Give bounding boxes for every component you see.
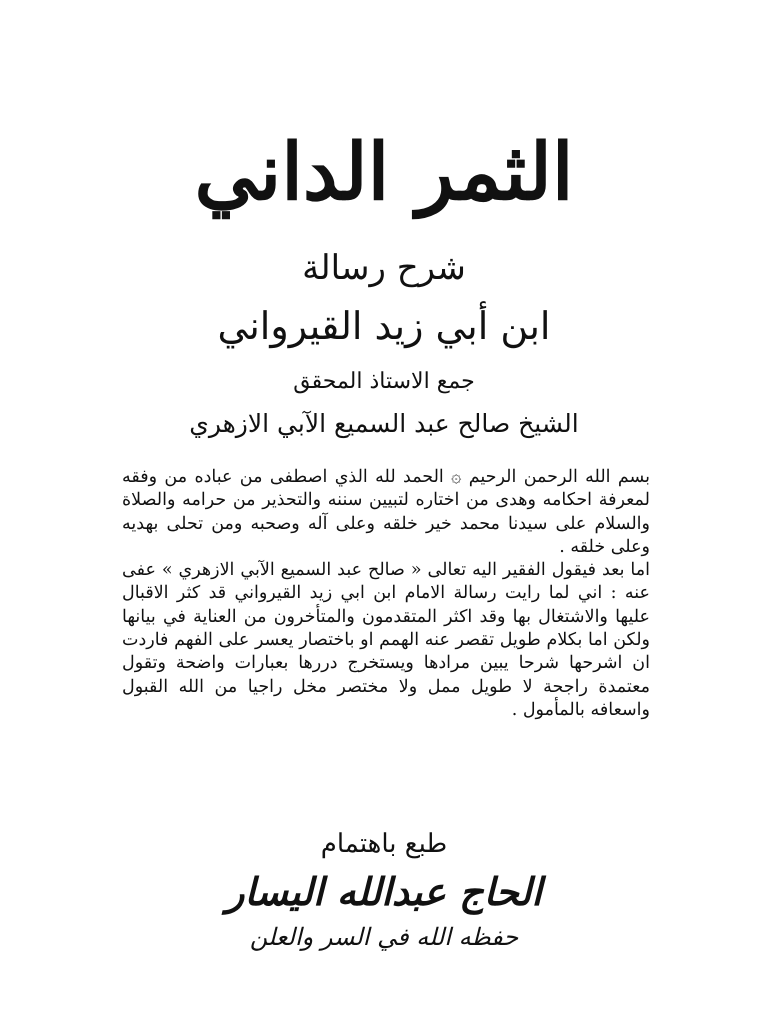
- book-subtitle-line-2: ابن أبي زيد القيرواني: [217, 304, 551, 348]
- book-subtitle-line-1: شرح رسالة: [302, 248, 466, 288]
- introduction-text: [122, 466, 650, 722]
- publisher-blessing: حفظه الله في السر والعلن: [249, 923, 519, 951]
- compiled-by-label: جمع الاستاذ المحقق: [293, 369, 475, 394]
- introduction-paragraph-1: بسم الله الرحمن الرحيم ۞ الحمد لله الذي اصطفى من عباده من وفقه لمعرفة احكامه وهدى من اختاره لتبيين سننه والتحذير من حرامه والصلاة والسلام على سيدنا محمد خير خلقه وعلى آله وصحبه ومن تحلى بهديه وعلى خلقه .: [122, 467, 650, 557]
- author-name: الشيخ صالح عبد السميع الآبي الازهري: [189, 409, 579, 438]
- introduction-paragraph-2: اما بعد فيقول الفقير اليه تعالى « صالح عبد السميع الآبي الازهري » عفى عنه : اني لما رايت رسالة الامام ابن ابي زيد القيرواني قد كثر الاقبال عليها والاشتغال بها وقد اكثر المتقدمون والمتأخرون من العناية في بيانها ولكن اما بكلام طويل تقصر عنه الهمم او باختصار يعسر على الفهم فاردت ان اشرحها شرحا يبين مرادها ويستخرج دررها بعبارات واضحة وتقول معتمدة راجحة لا طويل ممل ولا مختصر مخل راجيا من الله القبول واسعافه بالمأمول .: [122, 560, 650, 720]
- printed-by-label: طبع باهتمام: [320, 829, 448, 859]
- publisher-name: الحاج عبدالله اليسار: [226, 869, 542, 914]
- book-title: الثمر الداني: [194, 127, 574, 218]
